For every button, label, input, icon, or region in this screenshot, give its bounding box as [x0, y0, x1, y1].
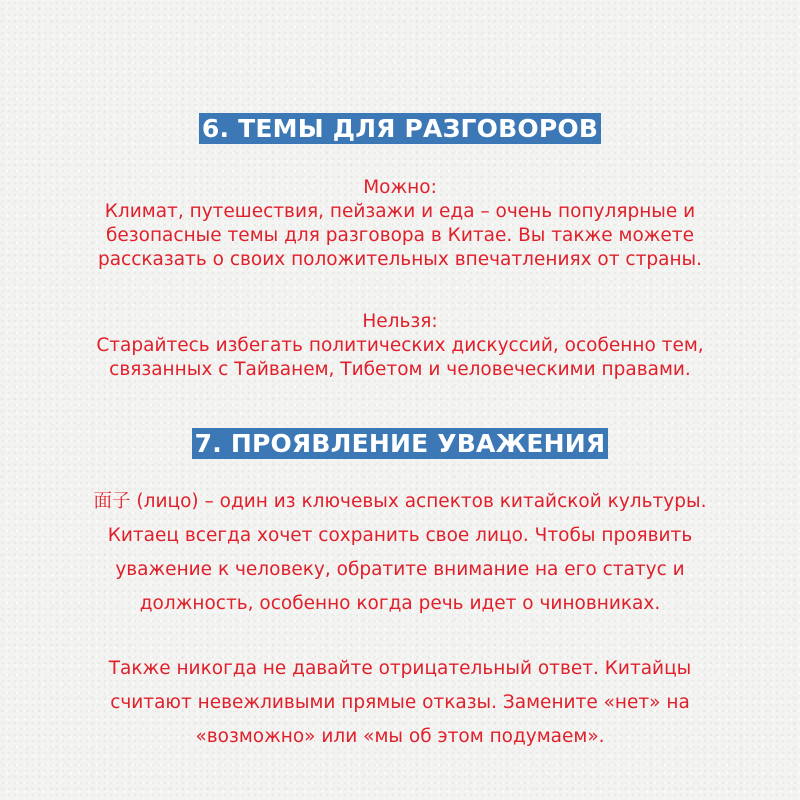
- allowed-text-line: безопасные темы для разговора в Китае. Вы также можете: [106, 225, 694, 246]
- face-text-line: должность, особенно когда речь идет о чиновниках.: [139, 593, 661, 614]
- forbidden-label: Нельзя:: [362, 311, 438, 332]
- forbidden-text-line: связанных с Тайванем, Тибетом и человеческими правами.: [109, 359, 691, 380]
- forbidden-text-line: Старайтесь избегать политических дискуссий, особенно тем,: [96, 335, 704, 356]
- section-6-heading: [0, 113, 800, 144]
- allowed-text-line: рассказать о своих положительных впечатлениях от страны.: [97, 249, 703, 270]
- forbidden-topics-block: [0, 310, 800, 382]
- face-concept-paragraph: [0, 485, 800, 621]
- refusal-text-line: «возможно» или «мы об этом подумаем».: [195, 726, 605, 747]
- allowed-topics-block: [0, 176, 800, 272]
- face-text-line: уважение к человеку, обратите внимание на его статус и: [115, 559, 685, 580]
- section-7-heading-text: 7. ПРОЯВЛЕНИЕ УВАЖЕНИЯ: [192, 428, 609, 459]
- section-7-heading: [0, 428, 800, 459]
- section-6-heading-text: 6. ТЕМЫ ДЛЯ РАЗГОВОРОВ: [199, 113, 601, 144]
- allowed-label: Можно:: [363, 177, 437, 198]
- allowed-text-line: Климат, путешествия, пейзажи и еда – очень популярные и: [104, 201, 696, 222]
- refusal-text-line: Также никогда не давайте отрицательный ответ. Китайцы: [108, 658, 692, 679]
- face-text-line: 面子 (лицо) – один из ключевых аспектов китайской культуры.: [93, 491, 707, 512]
- refusal-advice-paragraph: [0, 652, 800, 754]
- refusal-text-line: считают невежливыми прямые отказы. Замените «нет» на: [110, 692, 690, 713]
- face-text-line: Китаец всегда хочет сохранить свое лицо. Чтобы проявить: [107, 525, 693, 546]
